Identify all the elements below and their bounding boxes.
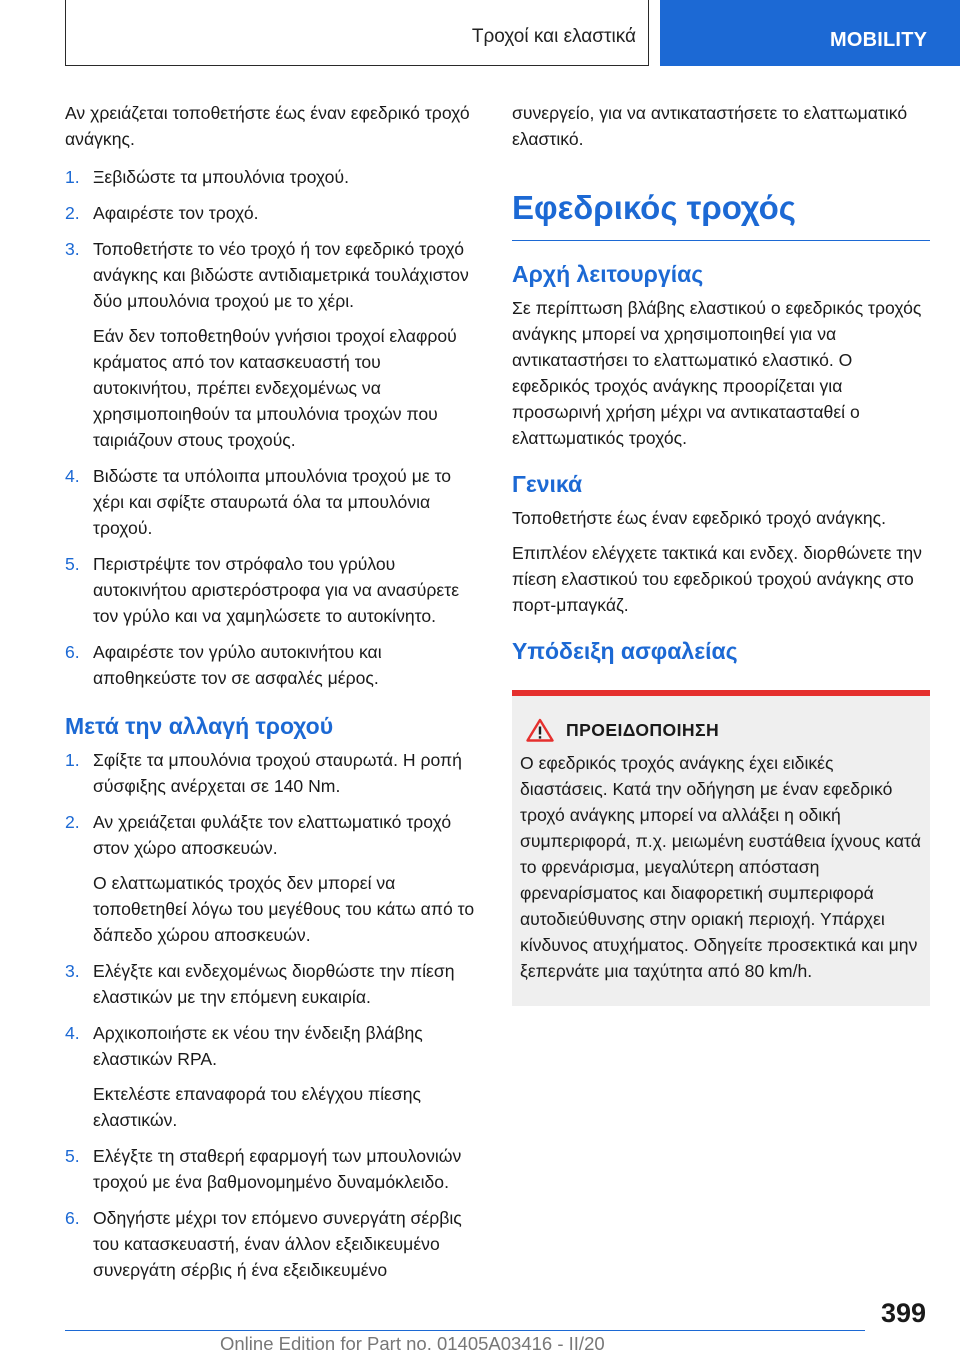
principle-text: Σε περίπτωση βλάβης ελαστικού ο εφεδρικός τροχός ανάγκης μπορεί να χρησιμοποιηθεί για να αντικαταστήσει το ελαττωματικό ελαστικό. Ο εφεδρικός τροχός ανάγκης προορίζεται για προσωρινή χρήση μέχρι να αντικατασταθεί ο ελαττωματικός τροχός. — [512, 298, 922, 448]
warning-header — [520, 718, 922, 742]
step-number: 1. — [65, 167, 80, 187]
step-note: Ο ελαττωματικός τροχός δεν μπορεί να τοποθετηθεί λόγω του μεγέθους του κάτω από το δάπεδο χώρου αποσκευών. — [93, 873, 475, 945]
step-number: 3. — [65, 961, 80, 981]
warning-title: ΠΡΟΕΙΔΟΠΟΙΗΣΗ — [566, 719, 720, 740]
continued-text: συνεργείο, για να αντικαταστήσετε το ελαττωματικό ελαστικό. — [512, 103, 908, 149]
step-item — [65, 1143, 480, 1195]
header-mobility-tab[interactable]: MOBILITY — [660, 0, 960, 66]
step-item — [65, 1205, 480, 1283]
step-text: Ελέγξτε τη σταθερή εφαρμογή των μπουλονιών τροχού με ένα βαθμονομημένο δυναμόκλειδο. — [93, 1146, 462, 1192]
step-item — [65, 200, 480, 226]
right-column — [512, 100, 930, 1006]
header-section-box — [65, 0, 649, 66]
step-number: 6. — [65, 642, 80, 662]
warning-box — [512, 690, 930, 1006]
footer-edition: Online Edition for Part no. 01405A03416 - II/20 — [220, 1333, 605, 1354]
chapter-title: Εφεδρικός τροχός — [512, 188, 930, 241]
step-note: Εάν δεν τοποθετηθούν γνήσιοι τροχοί ελαφρού κράματος από τον κατασκευαστή του αυτοκινήτου, πρέπει ενδεχομένως να χρησιμοποιηθούν τα μπουλόνια τροχών που ταιριάζουν στους τροχούς. — [93, 326, 457, 450]
intro-text: Αν χρειάζεται τοποθετήστε έως έναν εφεδρικό τροχό ανάγκης. — [65, 103, 470, 149]
warning-text: Ο εφεδρικός τροχός ανάγκης έχει ειδικές διαστάσεις. Κατά την οδήγηση με έναν εφεδρικό τροχό ανάγκης μπορεί να αλλάξει η οδική συμπεριφορά, π.χ. μειωμένη ευστάθεια ίχνους κατά το φρενάρισμα, μεγαλύτερη απόσταση φρεναρίσματος και διαφορετική συμπεριφορά αυτοδιεύθυνσης στην οριακή περιοχή. Υπάρχει κίνδυνος ατυχήματος. Οδηγείτε προσεκτικά και μην ξεπερνάτε μια ταχύτητα από 80 km/h. — [520, 753, 921, 981]
step-number: 4. — [65, 466, 80, 486]
general-text-2: Επιπλέον ελέγχετε τακτικά και ενδεχ. διορθώνετε την πίεση ελαστικού του εφεδρικού τροχού ανάγκης στο πορτ-μπαγκάζ. — [512, 543, 922, 615]
step-text: Τοποθετήστε το νέο τροχό ή τον εφεδρικό τροχό ανάγκης και βιδώστε αντιδιαμετρικά τουλάχιστον δύο μπουλόνια τροχού με το χέρι. — [93, 239, 469, 311]
step-text: Αρχικοποιήστε εκ νέου την ένδειξη βλάβης ελαστικών RPA. — [93, 1023, 423, 1069]
step-number: 5. — [65, 554, 80, 574]
step-item — [65, 164, 480, 190]
general-heading: Γενικά — [512, 471, 583, 497]
step-text: Οδηγήστε μέχρι τον επόμενο συνεργάτη σέρβις του κατασκευαστή, έναν άλλον εξειδικευμένο συνεργάτη σέρβις ή ένα εξειδικευμένο — [93, 1208, 462, 1280]
step-text: Ξεβιδώστε τα μπουλόνια τροχού. — [93, 167, 349, 187]
footer-divider — [65, 1330, 865, 1331]
step-item — [65, 1020, 480, 1133]
step-note: Εκτελέστε επαναφορά του ελέγχου πίεσης ελαστικών. — [93, 1084, 421, 1130]
header-section-title: Τροχοί και ελαστικά — [471, 26, 636, 47]
step-item — [65, 463, 480, 541]
step-number: 2. — [65, 203, 80, 223]
step-number: 1. — [65, 750, 80, 770]
step-text: Βιδώστε τα υπόλοιπα μπουλόνια τροχού με το χέρι και σφίξτε σταυρωτά όλα τα μπουλόνια τροχού. — [93, 466, 452, 538]
step-item — [65, 809, 480, 948]
after-change-steps — [65, 747, 480, 1283]
general-text: Τοποθετήστε έως έναν εφεδρικό τροχό ανάγκης. — [512, 508, 887, 528]
wheel-change-steps — [65, 164, 480, 691]
step-number: 4. — [65, 1023, 80, 1043]
left-column — [65, 100, 480, 1293]
step-number: 3. — [65, 239, 80, 259]
step-item — [65, 747, 480, 799]
safety-heading: Υπόδειξη ασφαλείας — [512, 638, 738, 664]
step-number: 2. — [65, 812, 80, 832]
step-text: Αφαιρέστε τον τροχό. — [93, 203, 259, 223]
page-number: 399 — [880, 1298, 926, 1328]
step-text: Περιστρέψτε τον στρόφαλο του γρύλου αυτοκινήτου αριστερόστροφα για να ανασύρετε τον γρύλο και να χαμηλώσετε το αυτοκίνητο. — [93, 554, 460, 626]
after-wheel-change-heading: Μετά την αλλαγή τροχού — [65, 713, 334, 739]
step-item — [65, 958, 480, 1010]
step-item — [65, 639, 480, 691]
step-item — [65, 236, 480, 453]
step-text: Αφαιρέστε τον γρύλο αυτοκινήτου και αποθηκεύστε τον σε ασφαλές μέρος. — [93, 642, 382, 688]
step-text: Σφίξτε τα μπουλόνια τροχού σταυρωτά. Η ροπή σύσφιξης ανέρχεται σε 140 Nm. — [93, 750, 462, 796]
warning-triangle-icon — [526, 718, 554, 742]
step-item — [65, 551, 480, 629]
step-text: Αν χρειάζεται φυλάξτε τον ελαττωματικό τροχό στον χώρο αποσκευών. — [93, 812, 452, 858]
principle-heading: Αρχή λειτουργίας — [512, 261, 704, 287]
step-number: 6. — [65, 1208, 80, 1228]
step-number: 5. — [65, 1146, 80, 1166]
step-text: Ελέγξτε και ενδεχομένως διορθώστε την πίεση ελαστικών με την επόμενη ευκαιρία. — [93, 961, 455, 1007]
